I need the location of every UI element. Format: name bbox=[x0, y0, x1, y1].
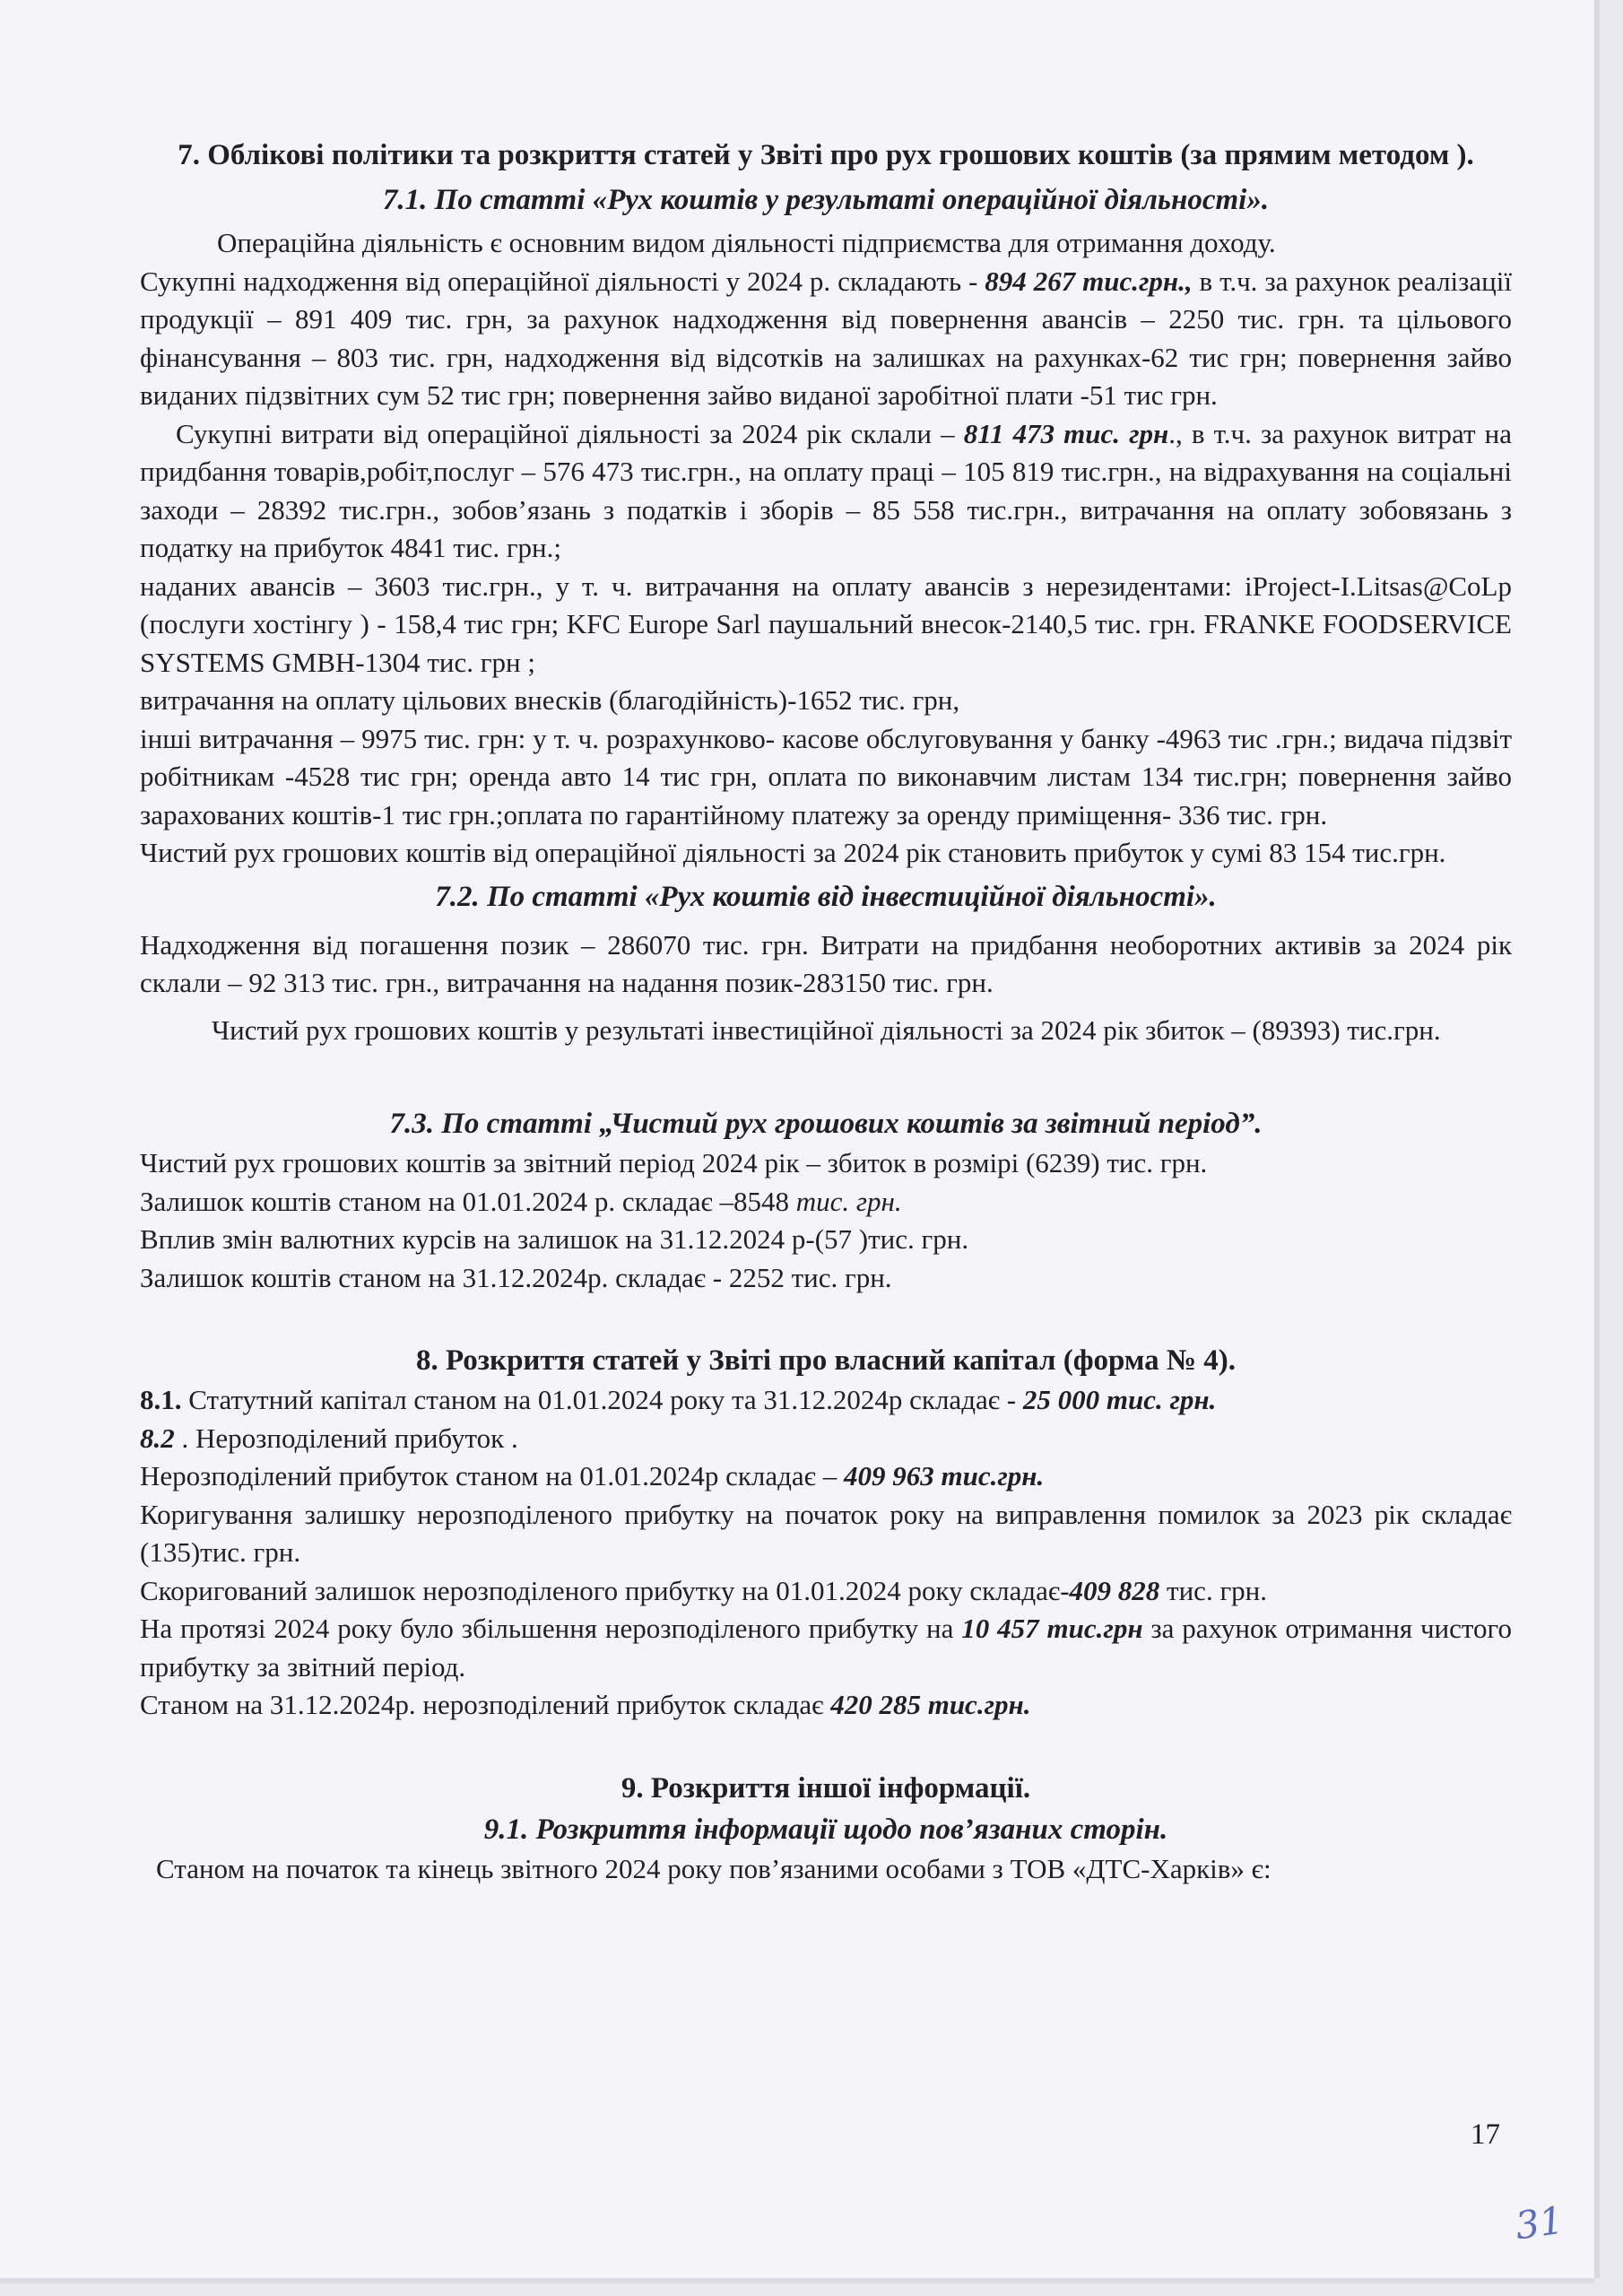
line-adjusted-retained bbox=[140, 1572, 1512, 1611]
expenses-lead: Сукупні витрати від операційної діяльності за 2024 рік склали – bbox=[176, 417, 964, 449]
paragraph-advances: наданих авансів – 3603 тис.грн., у т. ч. витрачання на оплату авансів з нерезидентами: iProject-I.Litsas@CoLp (послуги хостінгу ) - 158,4 тис грн; KFC Europe Sarl паушальний внесок-2140,5 тис. грн. FRANKE FOODSERVICE SYSTEMS GMBH-1304 тис. грн ; bbox=[140, 570, 1512, 678]
share-capital-text: Статутний капітал станом на 01.01.2024 року та 31.12.2024р складає - bbox=[181, 1384, 1023, 1415]
receipts-lead: Сукупні надходження від операційної діяльності у 2024 р. складають - bbox=[140, 265, 985, 297]
line-opening-balance bbox=[140, 1183, 1512, 1222]
handwritten-sheet-number: 31 bbox=[1512, 2197, 1567, 2248]
expenses-details: ., в т.ч. за рахунок витрат на придбання товарів,робіт,послуг – 576 473 тис.грн., на оплату праці – 105 819 тис.грн., на відрахування на соціальні заходи – 28392 тис.грн., зобов’язань з податків і зборів – 85 558 тис.грн., витрачання на оплату зобовязань з податку на прибуток 4841 тис. грн.; bbox=[140, 417, 1512, 563]
paragraph-charity: витрачання на оплату цільових внесків (благодійність)-1652 тис. грн, bbox=[140, 684, 960, 716]
page-number: 17 bbox=[1471, 2118, 1500, 2151]
paragraph-retained-increase bbox=[140, 1610, 1512, 1686]
adjusted-retained-text: Скоригований залишок нерозподіленого прибутку на 01.01.2024 року складає- bbox=[140, 1574, 1070, 1606]
retained-opening-text: Нерозподілений прибуток станом на 01.01.2024р складає – bbox=[140, 1460, 844, 1492]
paragraph-other-expenses: інші витрачання – 9975 тис. грн: у т. ч. розрахунково- касове обслуговування у банку -4963 тис .грн.; видача підзвіт робітникам -4528 тис грн; оренда авто 14 тис грн, оплата по виконавчим листам 134 тис.грн; повернення зайво зарахованих коштів-1 тис грн.;оплата по гарантійному платежу за оренду приміщення- 336 тис. грн. bbox=[140, 722, 1512, 831]
line-fx-effect: Вплив змін валютних курсів на залишок на 31.12.2024 р-(57 )тис. грн. bbox=[140, 1223, 969, 1255]
section-7-1-title: 7.1. По статті «Рух коштів у результаті операційної діяльності». bbox=[382, 184, 1270, 216]
line-retained-earnings-opening bbox=[140, 1457, 1512, 1496]
adjusted-retained-value: 409 828 bbox=[1069, 1574, 1160, 1606]
retained-increase-tail: за рахунок отримання чистого прибутку за звітний період. bbox=[140, 1613, 1512, 1683]
retained-increase-value: 10 457 тис.грн bbox=[961, 1613, 1143, 1644]
section-8-title: 8. Розкриття статей у Звіті про власний капітал (форма № 4). bbox=[415, 1344, 1237, 1377]
line-retained-earnings-heading bbox=[140, 1420, 1512, 1458]
retained-closing-text: Станом на 31.12.2024р. нерозподілений прибуток складає bbox=[140, 1689, 831, 1720]
section-9-1-title: 9.1. Розкриття інформації щодо пов’язаних сторін. bbox=[483, 1813, 1168, 1846]
retained-increase-text: На протязі 2024 року було збільшення нерозподіленого прибутку на bbox=[140, 1613, 962, 1644]
paragraph-retained-correction: Коригування залишку нерозподіленого прибутку на початок року на виправлення помилок за 2023 рік складає (135)тис. грн. bbox=[140, 1498, 1512, 1568]
adjusted-retained-unit: тис. грн. bbox=[1159, 1574, 1267, 1606]
receipts-details: в т.ч. за рахунок реалізації продукції – 891 409 тис. грн, за рахунок надходження від повернення авансів – 2250 тис. грн. та цільового фінансування – 803 тис. грн, надходження від відсотків на залишках на рахунках-62 тис грн; повернення зайво виданих підзвітних сум 52 тис грн; повернення зайво виданої заробітної плати -51 тис грн. bbox=[140, 265, 1512, 411]
expenses-total: 811 473 тис. грн bbox=[963, 417, 1169, 449]
retained-opening-value: 409 963 тис.грн. bbox=[844, 1460, 1045, 1492]
paragraph-net-operating-flow: Чистий рух грошових коштів від операційної діяльності за 2024 рік становить прибуток у сумі 83 154 тис.грн. bbox=[140, 837, 1446, 868]
retained-closing-value: 420 285 тис.грн. bbox=[830, 1689, 1031, 1720]
paragraph-operating-expenses bbox=[140, 415, 1512, 568]
item-8-2-number: 8.2 bbox=[140, 1422, 175, 1454]
line-retained-closing bbox=[140, 1686, 1512, 1725]
paragraph-operating-receipts bbox=[140, 263, 1512, 415]
line-share-capital bbox=[140, 1381, 1512, 1420]
section-9-title: 9. Розкриття іншої інформації. bbox=[621, 1771, 1031, 1805]
retained-earnings-heading-text: . Нерозподілений прибуток . bbox=[174, 1422, 518, 1454]
section-7-2-title: 7.2. По статті «Рух коштів від інвестиційної діяльності». bbox=[435, 880, 1217, 913]
paragraph-related-parties: Станом на початок та кінець звітного 2024 року пов’язаними особами з ТОВ «ДТС-Харків» є: bbox=[156, 1852, 1271, 1884]
line-closing-balance: Залишок коштів станом на 31.12.2024р. складає - 2252 тис. грн. bbox=[140, 1261, 892, 1293]
paragraph-investing-flows: Надходження від погашення позик – 286070 тис. грн. Витрати на придбання необоротних активів за 2024 рік склали – 92 313 тис. грн., витрачання на надання позик-283150 тис. грн. bbox=[140, 928, 1512, 998]
share-capital-value: 25 000 тис. грн. bbox=[1022, 1384, 1217, 1415]
opening-balance-text: Залишок коштів станом на 01.01.2024 р. складає –8548 bbox=[140, 1185, 796, 1217]
receipts-total: 894 267 тис.грн., bbox=[985, 265, 1193, 297]
opening-balance-unit: тис. грн. bbox=[795, 1185, 902, 1217]
paragraph-net-investing-flow: Чистий рух грошових коштів у результаті інвестиційної діяльності за 2024 рік збиток – (89393) тис.грн. bbox=[212, 1013, 1441, 1046]
page-content bbox=[140, 135, 1512, 1888]
paragraph-operating-activity: Операційна діяльність є основним видом діяльності підприємства для отримання доходу. bbox=[217, 227, 1276, 258]
line-net-period-flow: Чистий рух грошових коштів за звітний період 2024 рік – збиток в розмірі (6239) тис. грн. bbox=[140, 1147, 1208, 1178]
section-7-3-title: 7.3. По статті „Чистий рух грошових коштів за звітний період”. bbox=[389, 1108, 1263, 1140]
item-8-1-number: 8.1. bbox=[140, 1384, 182, 1415]
section-7-title: 7. Облікові політики та розкриття статей у Звіті про рух грошових коштів (за прямим методом ). bbox=[178, 139, 1474, 171]
